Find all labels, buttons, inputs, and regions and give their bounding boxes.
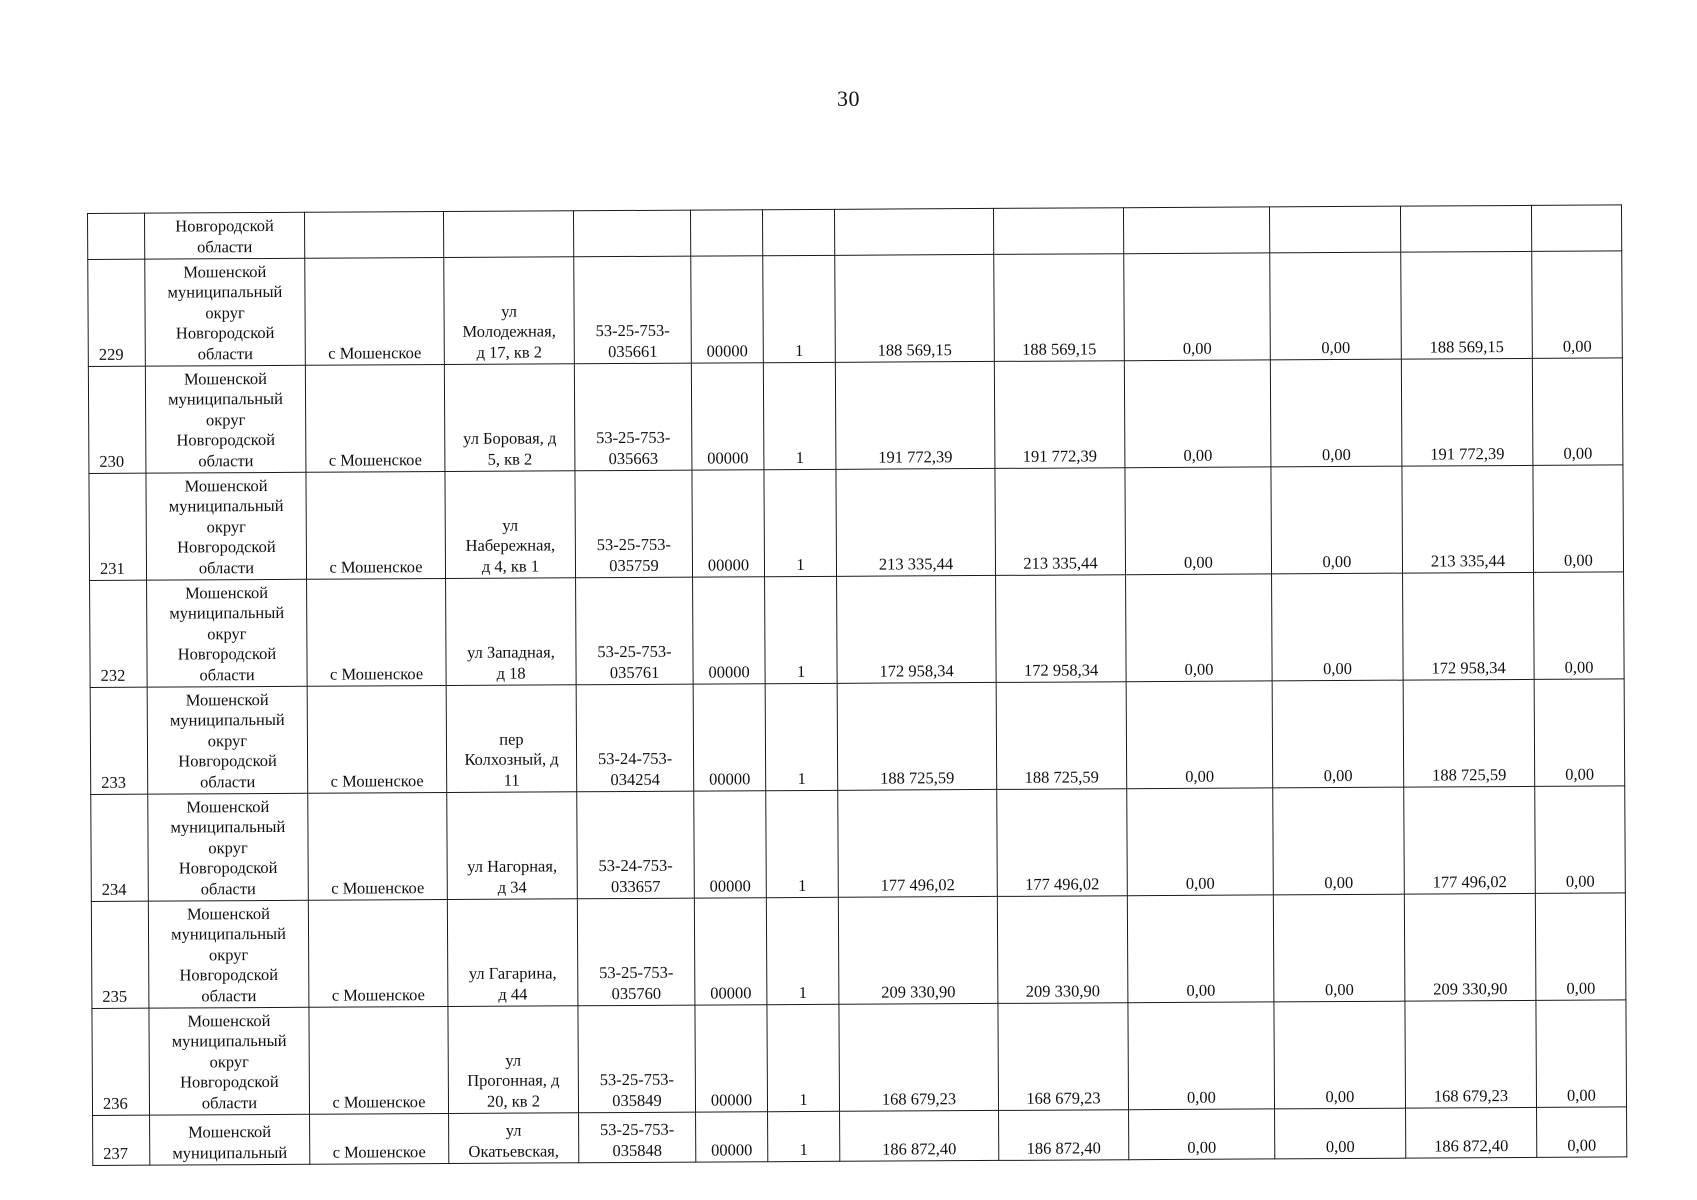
cell-municipality [145, 258, 306, 366]
cell-value-6 [1532, 358, 1623, 466]
cell-count [763, 362, 836, 469]
registry-table [87, 204, 1627, 1166]
cell-code [695, 1005, 768, 1112]
cell-locality-text: с Мошенское [332, 1091, 426, 1112]
cell-count-text: 1 [799, 1089, 808, 1109]
cell-address [445, 471, 576, 579]
cell-address [447, 899, 578, 1007]
cell-value-6-text: 0,00 [1562, 336, 1592, 356]
cell-municipality-text: Мошенской муниципальный округ Новгородской области [170, 796, 286, 898]
cell-count [766, 790, 839, 897]
cell-value-3-text: 0,00 [1186, 1087, 1216, 1107]
cell-municipality-text: Мошенской муниципальный округ Новгородской области [169, 582, 285, 684]
table-row [93, 1107, 1627, 1166]
cell-code-text: 00000 [707, 554, 750, 575]
cell-count-text: 1 [799, 1139, 808, 1159]
cell-address [443, 211, 573, 258]
cell-value-2 [999, 1110, 1129, 1161]
table-body [88, 205, 1627, 1166]
cell-value-5-text: 177 496,02 [1432, 871, 1507, 891]
cell-address [446, 578, 577, 686]
cell-num-text: 234 [101, 879, 127, 899]
cell-value-3-text: 0,00 [1185, 766, 1215, 786]
cell-cadastral-text: 53-24-753- 033657 [598, 855, 673, 896]
cell-count [763, 255, 836, 362]
cell-code-text: 00000 [709, 875, 751, 896]
cell-value-2-text: 188 725,59 [1024, 766, 1099, 787]
cell-cadastral [573, 210, 690, 257]
cell-cadastral [577, 791, 695, 899]
cell-value-2-text: 186 872,40 [1026, 1137, 1101, 1158]
cell-municipality-text: Мошенской муниципальный округ Новгородской области [171, 1010, 287, 1112]
cell-code-text: 00000 [710, 982, 752, 1003]
cell-value-6 [1537, 1107, 1627, 1158]
cell-value-2-text: 172 958,34 [1023, 659, 1099, 680]
cell-value-4 [1273, 787, 1405, 895]
cell-value-6 [1532, 251, 1623, 359]
cell-num-text: 233 [101, 772, 126, 792]
cell-num [90, 580, 148, 687]
cell-value-1 [839, 1003, 999, 1111]
cell-num [88, 213, 145, 259]
cell-locality [305, 365, 445, 473]
cell-code [694, 791, 767, 898]
cell-value-3-text: 0,00 [1183, 445, 1213, 465]
cell-value-4-text: 0,00 [1323, 658, 1353, 678]
cell-value-1 [835, 254, 995, 362]
cell-num [93, 1115, 150, 1165]
cell-value-4-text: 0,00 [1325, 1086, 1355, 1106]
cell-value-3 [1126, 574, 1273, 682]
cell-count [765, 576, 838, 683]
cell-code [692, 470, 765, 577]
cell-cadastral [579, 1112, 696, 1163]
cell-value-6-text: 0,00 [1567, 1135, 1597, 1155]
cell-code [693, 577, 766, 684]
cell-value-6-text: 0,00 [1566, 1085, 1596, 1105]
cell-value-2 [998, 1003, 1129, 1111]
cell-value-1 [836, 468, 996, 576]
cell-value-5-text: 188 569,15 [1429, 336, 1504, 357]
cell-value-6 [1531, 205, 1621, 252]
cell-code-text: 00000 [710, 1089, 753, 1110]
cell-locality [308, 792, 448, 900]
table-row [88, 251, 1623, 367]
cell-value-1-text: 177 496,02 [880, 874, 955, 895]
cell-num [92, 1008, 150, 1115]
cell-address-text: ул Прогонная, д 20, кв 2 [467, 1050, 560, 1111]
cell-count-text: 1 [796, 554, 805, 574]
cell-num [91, 901, 149, 1008]
cell-address [446, 685, 577, 793]
cell-value-6 [1535, 786, 1626, 894]
cell-cadastral-text: 53-25-753- 035661 [595, 320, 670, 361]
cell-value-4 [1275, 1108, 1406, 1159]
cell-value-3 [1129, 1109, 1275, 1160]
cell-value-5 [1400, 205, 1531, 252]
cell-cadastral [576, 684, 694, 792]
cell-municipality [150, 1114, 310, 1165]
cell-value-5-text: 168 679,23 [1433, 1085, 1509, 1105]
cell-cadastral [574, 256, 692, 364]
cell-value-5-text: 191 772,39 [1430, 443, 1505, 464]
cell-municipality-text: Мошенской муниципальный округ Новгородской области [171, 903, 286, 1005]
cell-value-4-text: 0,00 [1325, 1136, 1355, 1156]
cell-value-1-text: 186 872,40 [882, 1138, 957, 1159]
cell-value-4 [1271, 466, 1403, 574]
cell-value-2-text: 188 569,15 [1022, 338, 1097, 359]
cell-value-1 [837, 575, 997, 683]
municipality-text: Новгородской области [175, 215, 274, 256]
table-row [91, 893, 1626, 1009]
cell-value-3 [1128, 1002, 1275, 1110]
cell-num-text: 230 [99, 451, 125, 471]
cell-municipality-text: Мошенской муниципальный округ Новгородской области [168, 475, 284, 577]
cell-count [767, 1004, 840, 1111]
cell-value-5 [1404, 786, 1536, 894]
cell-value-6-text: 0,00 [1564, 657, 1594, 677]
cell-value-6 [1535, 893, 1626, 1001]
cell-address-text: ул Набережная, д 4, кв 1 [465, 515, 556, 576]
cell-address-text: ул Западная, д 18 [467, 642, 555, 683]
table-row [91, 786, 1626, 902]
cell-value-5-text: 188 725,59 [1431, 764, 1507, 784]
cell-locality-text: с Мошенское [332, 1141, 426, 1162]
cell-value-2 [996, 682, 1127, 790]
cell-locality [308, 899, 448, 1007]
cell-locality [304, 212, 443, 259]
cell-locality [309, 1006, 449, 1114]
cell-value-2-text: 213 335,44 [1023, 552, 1098, 573]
cell-value-6 [1534, 572, 1625, 680]
table-row [90, 679, 1625, 795]
cell-municipality-text: Мошенской муниципальный округ Новгородской области [167, 261, 283, 363]
cell-num-text: 235 [102, 986, 128, 1006]
cell-municipality-text: Мошенской муниципальный [172, 1121, 288, 1163]
cell-address [449, 1113, 579, 1164]
cell-value-2-text: 177 496,02 [1025, 873, 1100, 894]
cell-value-1 [838, 896, 998, 1004]
cell-value-4-text: 0,00 [1324, 872, 1354, 892]
cell-locality-text: с Мошенское [328, 449, 422, 470]
cell-locality-text: с Мошенское [328, 342, 422, 363]
cell-code-text: 00000 [707, 447, 749, 468]
cell-value-5-text: 172 958,34 [1431, 657, 1506, 677]
table-row [89, 465, 1624, 581]
cell-address [447, 792, 578, 900]
cell-count-text: 1 [795, 447, 805, 467]
cell-municipality [146, 472, 307, 580]
cell-value-4-text: 0,00 [1321, 444, 1351, 464]
cell-code [693, 684, 766, 791]
cell-address [444, 364, 575, 472]
cell-address [444, 257, 575, 365]
cell-value-3 [1125, 467, 1272, 575]
cell-code-text: 00000 [708, 768, 751, 789]
cell-address-text: ул Нагорная, д 34 [467, 856, 558, 897]
cell-locality-text: с Мошенское [330, 770, 424, 791]
cell-value-6-text: 0,00 [1565, 764, 1595, 784]
registry-table-wrapper [87, 204, 1626, 1166]
cell-value-3 [1123, 207, 1269, 254]
cell-value-2 [995, 468, 1126, 576]
cell-municipality [148, 900, 309, 1008]
cell-address-text: ул Молодежная, д 17, кв 2 [462, 301, 556, 362]
cell-count-text: 1 [797, 768, 806, 788]
cell-code-text: 00000 [708, 661, 750, 682]
cell-value-2-text: 209 330,90 [1025, 980, 1101, 1001]
cell-municipality [149, 1007, 310, 1115]
cell-value-5 [1405, 1000, 1537, 1108]
cell-cadastral-text: 53-25-753- 035848 [599, 1119, 675, 1160]
cell-num [88, 259, 146, 366]
cell-value-5-text: 209 330,90 [1433, 978, 1508, 998]
cell-value-2 [993, 208, 1123, 255]
cell-value-3 [1127, 895, 1274, 1003]
cell-value-2-text: 168 679,23 [1026, 1087, 1101, 1108]
cell-locality-text: с Мошенское [331, 877, 425, 898]
cell-value-1 [834, 208, 993, 255]
cell-value-1-text: 188 725,59 [879, 767, 955, 788]
cell-value-4 [1273, 894, 1405, 1002]
cell-num-text: 229 [98, 344, 124, 364]
cell-value-6-text: 0,00 [1563, 550, 1593, 570]
cell-value-1-text: 209 330,90 [881, 981, 956, 1002]
cell-value-6-text: 0,00 [1565, 871, 1595, 891]
cell-value-1 [838, 789, 998, 897]
cell-municipality-text: Мошенской муниципальный округ Новгородской области [168, 368, 283, 470]
cell-locality [305, 258, 445, 366]
cell-value-5 [1401, 251, 1533, 359]
cell-value-4-text: 0,00 [1322, 551, 1352, 571]
cell-count-text: 1 [796, 661, 806, 681]
cell-value-6 [1534, 679, 1625, 787]
cell-address-text: пер Колхозный, д 11 [464, 729, 559, 790]
cell-value-6-text: 0,00 [1566, 978, 1596, 998]
cell-num [89, 473, 147, 580]
cell-municipality [147, 686, 308, 794]
cell-value-4-text: 0,00 [1324, 979, 1354, 999]
cell-value-3-text: 0,00 [1187, 1137, 1217, 1157]
cell-value-5 [1406, 1107, 1537, 1158]
cell-value-1-text: 168 679,23 [881, 1088, 957, 1109]
cell-code [691, 363, 764, 470]
cell-value-3-text: 0,00 [1182, 338, 1212, 358]
cell-count-text: 1 [798, 875, 807, 895]
cell-value-3 [1126, 681, 1273, 789]
cell-value-4 [1270, 252, 1402, 360]
cell-cadastral-text: 53-25-753- 035759 [596, 534, 672, 575]
cell-value-2 [996, 575, 1127, 683]
cell-cadastral [577, 898, 695, 1006]
cell-address [448, 1006, 579, 1114]
cell-num-text: 231 [99, 558, 125, 578]
table-row [90, 572, 1625, 688]
cell-value-5-text: 186 872,40 [1434, 1135, 1509, 1155]
cell-locality [307, 579, 447, 687]
cell-value-6 [1533, 465, 1624, 573]
cell-count-text: 1 [795, 340, 804, 360]
cell-value-1-text: 188 569,15 [877, 339, 952, 360]
cell-value-2 [994, 361, 1125, 469]
cell-value-5 [1403, 572, 1535, 680]
cell-num [91, 794, 149, 901]
cell-value-2 [997, 789, 1128, 897]
cell-num-text: 236 [102, 1093, 128, 1113]
cell-code [690, 210, 762, 256]
cell-cadastral [575, 470, 693, 578]
cell-cadastral [576, 577, 694, 685]
cell-address-text: ул Боровая, д 5, кв 2 [463, 428, 557, 469]
cell-value-4 [1274, 1001, 1406, 1109]
cell-locality [307, 686, 447, 794]
cell-municipality [145, 212, 305, 259]
cell-locality [306, 472, 446, 580]
cell-value-1 [837, 682, 997, 790]
cell-count [762, 209, 834, 255]
cell-num-text: 232 [100, 665, 126, 685]
cell-value-5-text: 213 335,44 [1430, 550, 1506, 570]
cell-count-text: 1 [798, 982, 808, 1002]
cell-num [90, 687, 148, 794]
cell-locality-text: с Мошенское [331, 984, 425, 1005]
cell-value-2-text: 191 772,39 [1022, 445, 1098, 466]
cell-value-4 [1269, 206, 1400, 253]
cell-code-text: 00000 [711, 1139, 753, 1160]
cell-value-3-text: 0,00 [1183, 552, 1213, 572]
table-row [92, 1000, 1627, 1116]
cell-municipality [148, 793, 309, 901]
cell-value-6-text: 0,00 [1563, 443, 1593, 463]
cell-value-5 [1403, 679, 1535, 787]
cell-num-text: 237 [103, 1143, 129, 1163]
cell-code-text: 00000 [706, 340, 748, 361]
cell-count [765, 683, 838, 790]
cell-cadastral-text: 53-24-753- 034254 [597, 748, 673, 789]
cell-value-2 [994, 254, 1125, 362]
cell-value-3 [1127, 788, 1274, 896]
page-number: 30 [837, 86, 860, 111]
cell-cadastral [574, 363, 692, 471]
cell-value-3-text: 0,00 [1186, 980, 1216, 1000]
cell-value-3-text: 0,00 [1184, 659, 1214, 679]
cell-municipality [145, 365, 306, 473]
cell-municipality-text: Мошенской муниципальный округ Новгородской области [169, 689, 285, 791]
cell-value-1-text: 172 958,34 [879, 660, 954, 681]
cell-code [696, 1112, 768, 1162]
cell-value-1 [840, 1110, 999, 1161]
cell-value-3 [1124, 360, 1271, 468]
cell-num [88, 366, 146, 473]
cell-value-3-text: 0,00 [1185, 873, 1215, 893]
cell-value-3 [1124, 253, 1271, 361]
cell-locality-text: с Мошенское [329, 556, 423, 577]
cell-cadastral-text: 53-25-753- 035761 [597, 641, 672, 682]
cell-municipality [147, 579, 308, 687]
table-row [88, 358, 1623, 474]
cell-cadastral [578, 1005, 696, 1113]
cell-address-text: ул Окатьевская, [468, 1120, 560, 1161]
cell-locality-text: с Мошенское [329, 663, 424, 684]
cell-count [764, 469, 837, 576]
cell-cadastral-text: 53-25-753- 035760 [599, 962, 674, 1003]
cell-cadastral-text: 53-25-753- 035849 [599, 1069, 675, 1110]
cell-code [691, 256, 764, 363]
cell-value-1 [835, 361, 995, 469]
cell-value-4 [1270, 359, 1402, 467]
cell-value-6 [1536, 1000, 1627, 1108]
cell-value-4-text: 0,00 [1321, 337, 1351, 357]
cell-code [694, 898, 767, 1005]
cell-address-text: ул Гагарина, д 44 [468, 963, 557, 1004]
cell-value-5 [1402, 465, 1534, 573]
cell-value-1-text: 191 772,39 [878, 446, 953, 467]
cell-value-4-text: 0,00 [1323, 765, 1353, 785]
cell-value-5 [1404, 893, 1536, 1001]
cell-value-4 [1272, 680, 1404, 788]
cell-value-2 [997, 896, 1128, 1004]
cell-value-1-text: 213 335,44 [878, 553, 954, 574]
cell-count [768, 1111, 840, 1161]
cell-count [766, 897, 839, 1004]
cell-cadastral-text: 53-25-753- 035663 [596, 427, 671, 468]
cell-locality [310, 1113, 449, 1164]
cell-value-5 [1401, 358, 1533, 466]
cell-value-4 [1272, 573, 1404, 681]
